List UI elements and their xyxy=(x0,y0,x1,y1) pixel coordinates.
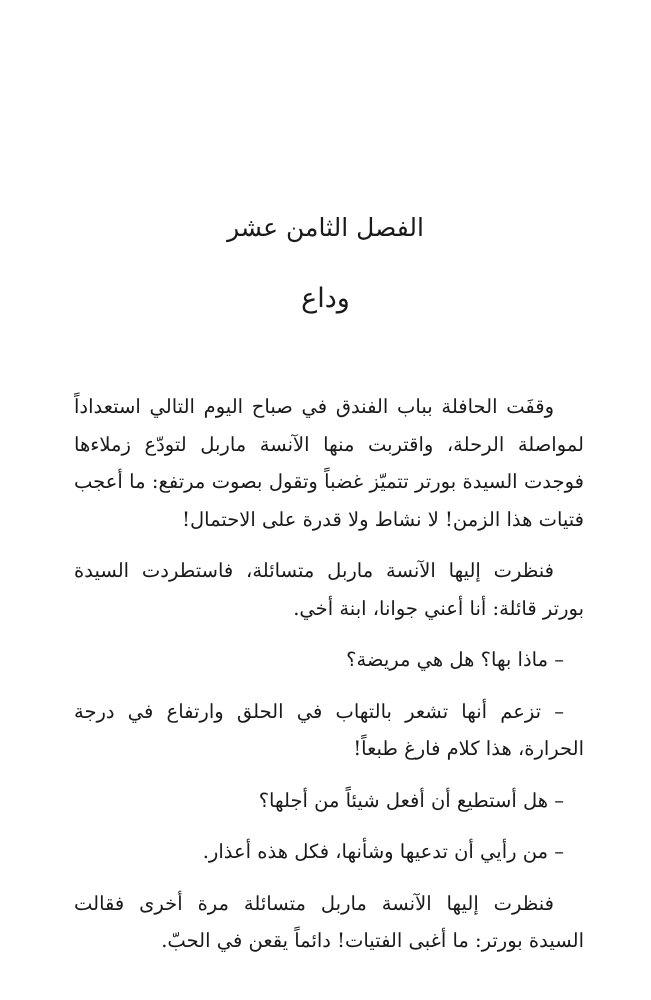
dialogue-line: – هل أستطيع أن أفعل شيئاً من أجلها؟ xyxy=(258,788,564,812)
chapter-subtitle: وداع xyxy=(301,283,350,314)
dialogue-line: – تزعم أنها تشعر بالتهاب في الحلق وارتفاع في درجة الحرارة، هذا كلام فارغ طبعاً! xyxy=(74,699,584,760)
paragraph: فنظرت إليها الآنسة ماربل متسائلة، فاستطردت السيدة بورتر قائلة: أنا أعني جوانا، ابنة أخي. xyxy=(74,559,584,620)
chapter-body xyxy=(74,388,584,974)
paragraph: وقفَت الحافلة بباب الفندق في صباح اليوم التالي استعداداً لمواصلة الرحلة، واقتربت منها الآنسة ماربل لتودّع زملاءها فوجدت السيدة بورتر تتميّز غضباً وتقول بصوت مرتفع: ما أعجب فتيات هذا الزمن! لا نشاط ولا قدرة على الاحتمال! xyxy=(74,395,584,531)
chapter-title: الفصل الثامن عشر xyxy=(227,213,424,242)
paragraph: فنظرت إليها الآنسة ماربل متسائلة مرة أخرى فقالت السيدة بورتر: ما أغبى الفتيات! دائماً يقعن في الحبّ. xyxy=(74,891,584,952)
dialogue-line: – ماذا بها؟ هل هي مريضة؟ xyxy=(346,648,564,671)
dialogue-line: – من رأيي أن تدعيها وشأنها، فكل هذه أعذار. xyxy=(202,840,564,863)
